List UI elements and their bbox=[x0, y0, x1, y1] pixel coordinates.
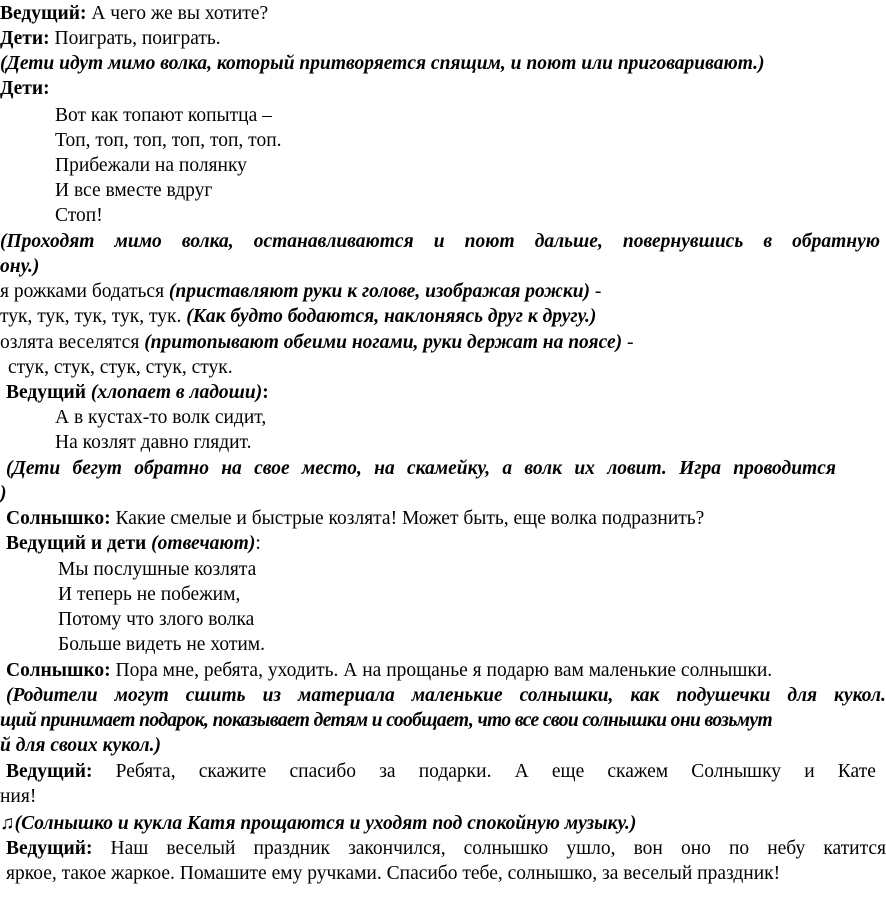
speaker-label: Дети: bbox=[0, 78, 50, 99]
dialogue-text: А чего же вы хотите? bbox=[86, 3, 269, 24]
word: подарки. bbox=[418, 761, 492, 782]
speaker-label: Ведущий bbox=[6, 382, 86, 403]
colon: : bbox=[262, 382, 269, 403]
word: маленькие bbox=[411, 685, 503, 706]
word: веселый bbox=[166, 838, 236, 859]
speaker-label: Солнышко: bbox=[6, 508, 111, 529]
word: ушло, bbox=[566, 838, 616, 859]
word: а bbox=[502, 458, 513, 479]
word: закончился, bbox=[348, 838, 446, 859]
dash: - bbox=[590, 281, 602, 302]
verse-line: Прибежали на полянку bbox=[55, 155, 247, 176]
dash: - bbox=[622, 332, 634, 353]
verse-line: На козлят давно глядит. bbox=[55, 432, 252, 453]
word: скажите bbox=[198, 761, 267, 782]
stage-direction: (Как будто бодаются, наклоняясь друг к другу.) bbox=[186, 306, 597, 327]
word: волка, bbox=[181, 231, 234, 252]
line-34-justified bbox=[6, 837, 886, 861]
word: солнышки, bbox=[519, 685, 614, 706]
word: повернувшись bbox=[622, 231, 744, 252]
line-21 bbox=[6, 507, 704, 531]
line-16 bbox=[6, 381, 269, 405]
verse-line: Стоп! bbox=[55, 205, 103, 226]
stage-direction-justified bbox=[6, 684, 886, 708]
word: за bbox=[379, 761, 396, 782]
line-14 bbox=[0, 331, 634, 355]
speaker-label: Ведущий: bbox=[0, 3, 87, 24]
stage-direction: ону.) bbox=[0, 256, 40, 277]
word: кукол. bbox=[834, 685, 886, 706]
line-31-justified bbox=[6, 760, 876, 784]
word: для bbox=[787, 685, 818, 706]
line-1 bbox=[0, 2, 268, 26]
word: оно bbox=[680, 838, 711, 859]
word: их bbox=[574, 458, 595, 479]
word: обратную bbox=[792, 231, 880, 252]
stage-direction-justified bbox=[6, 457, 836, 481]
word: и bbox=[433, 231, 445, 252]
word: обратно bbox=[134, 458, 209, 479]
dialogue-text: яркое, такое жаркое. Помашите ему ручками. Спасибо тебе, солнышко, за веселый праздник! bbox=[6, 863, 781, 884]
word: поют bbox=[464, 231, 515, 252]
word: дальше, bbox=[534, 231, 603, 252]
word: материала bbox=[298, 685, 395, 706]
word: ловит. bbox=[607, 458, 667, 479]
word: А bbox=[514, 761, 529, 782]
word: могут bbox=[114, 685, 169, 706]
word: небу bbox=[767, 838, 806, 859]
word: бегут bbox=[72, 458, 122, 479]
verse-line: Потому что злого волка bbox=[58, 609, 255, 630]
stage-direction: (хлопает в ладоши) bbox=[85, 382, 263, 403]
verse-line: Вот как топают копытца – bbox=[55, 105, 272, 126]
line-12 bbox=[0, 280, 601, 304]
verse-line: Мы послушные козлята bbox=[58, 559, 257, 580]
line-13 bbox=[0, 305, 596, 329]
speaker-label: Солнышко: bbox=[6, 660, 111, 681]
word: и bbox=[804, 761, 815, 782]
stage-direction: (отвечают) bbox=[146, 533, 256, 554]
word: вон bbox=[633, 838, 663, 859]
word: скажем bbox=[607, 761, 669, 782]
dialogue-text: Какие смелые и быстрые козлята! Может быть, еще волка подразнить? bbox=[110, 508, 705, 529]
verse-line: Больше видеть не хотим. bbox=[58, 634, 266, 655]
word: Игра bbox=[679, 458, 721, 479]
word: сшить bbox=[185, 685, 246, 706]
word: спасибо bbox=[289, 761, 357, 782]
word: Солнышку bbox=[691, 761, 782, 782]
word: еще bbox=[551, 761, 585, 782]
word: катится bbox=[823, 838, 886, 859]
speaker-label: Ведущий и дети bbox=[6, 533, 147, 554]
speaker-label: Дети: bbox=[0, 28, 50, 49]
word: Наш bbox=[110, 838, 149, 859]
dialogue-text: ния! bbox=[0, 786, 37, 807]
word: (Родители bbox=[6, 685, 98, 706]
stage-direction: (Дети идут мимо волка, который притворяется спящим, и поют или приговаривают.) bbox=[0, 53, 765, 74]
word: свое bbox=[254, 458, 290, 479]
dialogue-text: озлята веселятся bbox=[0, 332, 145, 353]
word: проводится bbox=[733, 458, 836, 479]
word: из bbox=[262, 685, 282, 706]
word: волк bbox=[524, 458, 563, 479]
dialogue-text: Пора мне, ребята, уходить. А на прощанье я подарю вам маленькие солнышки. bbox=[110, 660, 773, 681]
verse-line: И теперь не побежим, bbox=[58, 584, 241, 605]
stage-direction: (Солнышко и кукла Катя прощаются и уходят под спокойную музыку.) bbox=[14, 813, 637, 834]
word: останавливаются bbox=[253, 231, 414, 252]
dialogue-text: Поиграть, поиграть. bbox=[49, 28, 221, 49]
music-note-icon: ♫ bbox=[0, 813, 15, 834]
dialogue-text: тук, тук, тук, тук, тук. bbox=[0, 306, 187, 327]
line-33 bbox=[0, 812, 636, 836]
word: (Дети bbox=[6, 458, 61, 479]
word: место, bbox=[301, 458, 362, 479]
stage-direction: (притопывают обеими ногами, руки держат на поясе) bbox=[144, 332, 623, 353]
stage-direction: (приставляют руки к голове, изображая рожки) bbox=[168, 281, 591, 302]
stage-direction: й для своих кукол.) bbox=[0, 735, 161, 756]
dialogue-text: я рожками бодаться bbox=[0, 281, 169, 302]
word: праздник bbox=[253, 838, 330, 859]
dialogue-text: стук, стук, стук, стук, стук. bbox=[8, 357, 233, 378]
line-27 bbox=[6, 659, 772, 683]
stage-direction: ) bbox=[0, 483, 7, 504]
word: (Проходят bbox=[0, 231, 95, 252]
word: Кате bbox=[837, 761, 876, 782]
word: солнышко bbox=[463, 838, 549, 859]
word: скамейку, bbox=[406, 458, 491, 479]
line-2 bbox=[0, 27, 221, 51]
line-22 bbox=[6, 532, 261, 556]
colon: : bbox=[255, 533, 261, 554]
word: на bbox=[221, 458, 242, 479]
verse-line: И все вместе вдруг bbox=[55, 180, 213, 201]
speaker-label: Ведущий: bbox=[6, 838, 93, 859]
verse-line: А в кустах-то волк сидит, bbox=[55, 407, 267, 428]
speaker-label: Ведущий: bbox=[6, 761, 93, 782]
word: Ребята, bbox=[115, 761, 176, 782]
word: как bbox=[630, 685, 660, 706]
stage-direction: щий принимает подарок, показывает детям и сообщает, что все свои солнышки они возьмут bbox=[0, 710, 773, 731]
word: подушечки bbox=[676, 685, 771, 706]
stage-direction-justified bbox=[0, 230, 880, 254]
word: по bbox=[728, 838, 750, 859]
word: мимо bbox=[114, 231, 162, 252]
verse-line: Топ, топ, топ, топ, топ, топ. bbox=[55, 130, 282, 151]
word: на bbox=[374, 458, 395, 479]
word: в bbox=[763, 231, 773, 252]
